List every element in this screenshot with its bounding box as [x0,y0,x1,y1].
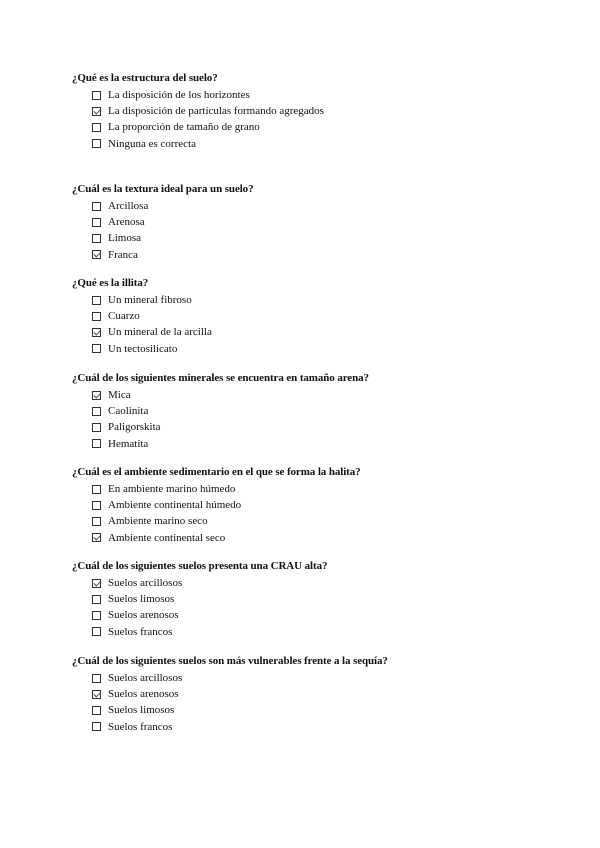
option-item[interactable] [72,119,572,135]
option-label: Un tectosilicato [108,342,178,355]
checkbox[interactable] [92,533,101,542]
question-title: ¿Qué es la estructura del suelo? [72,72,218,84]
checkbox[interactable] [92,139,101,148]
option-item[interactable] [72,607,572,623]
option-label: Suelos arenosos [108,609,179,622]
question-4 [72,371,572,452]
question-6 [72,559,572,640]
option-label: Suelos limosos [108,704,175,717]
option-item[interactable] [72,308,572,324]
checkbox[interactable] [92,517,101,526]
option-item[interactable] [72,403,572,419]
checkbox[interactable] [92,706,101,715]
option-item[interactable] [72,686,572,702]
options-list [72,575,572,640]
checkbox[interactable] [92,344,101,353]
question-5 [72,465,572,546]
checkbox[interactable] [92,595,101,604]
checkbox[interactable] [92,485,101,494]
options-list [72,670,572,735]
option-label: Paligorskita [108,421,161,434]
question-title: ¿Cuál es la textura ideal para un suelo? [72,183,254,195]
option-item[interactable] [72,624,572,640]
option-label: Ambiente continental húmedo [108,499,242,512]
option-label: En ambiente marino húmedo [108,483,236,496]
option-label: Un mineral de la arcilla [108,326,212,339]
option-label: Suelos arcillosos [108,577,183,590]
checkbox[interactable] [92,690,101,699]
question-title: ¿Qué es la illita? [72,277,149,289]
option-item[interactable] [72,575,572,591]
checkbox[interactable] [92,234,101,243]
option-item[interactable] [72,247,572,263]
option-item[interactable] [72,230,572,246]
option-label: Limosa [108,232,141,245]
checkbox[interactable] [92,501,101,510]
option-item[interactable] [72,591,572,607]
option-label: Hematita [108,437,149,450]
option-label: Un mineral fibroso [108,294,192,307]
option-item[interactable] [72,214,572,230]
option-label: Suelos francos [108,720,173,733]
checkbox[interactable] [92,91,101,100]
question-title: ¿Cuál de los siguientes minerales se encuentra en tamaño arena? [72,372,369,384]
option-item[interactable] [72,513,572,529]
checkbox[interactable] [92,202,101,211]
option-label: Suelos francos [108,625,173,638]
option-label: La proporción de tamaño de grano [108,121,260,134]
checkbox[interactable] [92,722,101,731]
checkbox[interactable] [92,674,101,683]
question-title: ¿Cuál es el ambiente sedimentario en el que se forma la halita? [72,466,361,478]
question-title: ¿Cuál de los siguientes suelos presenta una CRAU alta? [72,560,328,572]
options-list [72,292,572,357]
checkbox[interactable] [92,579,101,588]
checkbox[interactable] [92,107,101,116]
checkbox[interactable] [92,123,101,132]
option-item[interactable] [72,719,572,735]
option-item[interactable] [72,530,572,546]
option-label: Franca [108,248,138,261]
checkbox[interactable] [92,250,101,259]
checkbox[interactable] [92,391,101,400]
question-7 [72,654,572,735]
option-label: La disposición de los horizontes [108,89,250,102]
option-item[interactable] [72,436,572,452]
question-2 [72,182,572,263]
option-item[interactable] [72,670,572,686]
option-label: Mica [108,389,131,402]
option-label: Arenosa [108,216,145,229]
option-item[interactable] [72,341,572,357]
option-item[interactable] [72,87,572,103]
option-label: Suelos arenosos [108,688,179,701]
question-3 [72,276,572,357]
option-item[interactable] [72,292,572,308]
checkbox[interactable] [92,407,101,416]
option-item[interactable] [72,387,572,403]
checkbox[interactable] [92,611,101,620]
checkbox[interactable] [92,296,101,305]
option-item[interactable] [72,103,572,119]
options-list [72,387,572,452]
checkbox[interactable] [92,218,101,227]
option-item[interactable] [72,497,572,513]
checkbox[interactable] [92,328,101,337]
question-1 [72,71,572,152]
question-title: ¿Cuál de los siguientes suelos son más vulnerables frente a la sequía? [72,655,388,667]
option-label: Ambiente continental seco [108,531,226,544]
checkbox[interactable] [92,627,101,636]
options-list [72,198,572,263]
option-label: Ninguna es correcta [108,137,196,150]
option-item[interactable] [72,324,572,340]
option-label: La disposición de partículas formando agregados [108,105,324,118]
option-label: Suelos arcillosos [108,672,183,685]
option-item[interactable] [72,419,572,435]
option-item[interactable] [72,481,572,497]
option-label: Ambiente marino seco [108,515,208,528]
options-list [72,481,572,546]
checkbox[interactable] [92,312,101,321]
option-label: Suelos limosos [108,593,175,606]
checkbox[interactable] [92,439,101,448]
option-label: Arcillosa [108,200,149,213]
checkbox[interactable] [92,423,101,432]
option-label: Cuarzo [108,310,140,323]
option-label: Caolinita [108,405,149,418]
option-item[interactable] [72,136,572,152]
option-item[interactable] [72,198,572,214]
option-item[interactable] [72,702,572,718]
options-list [72,87,572,152]
